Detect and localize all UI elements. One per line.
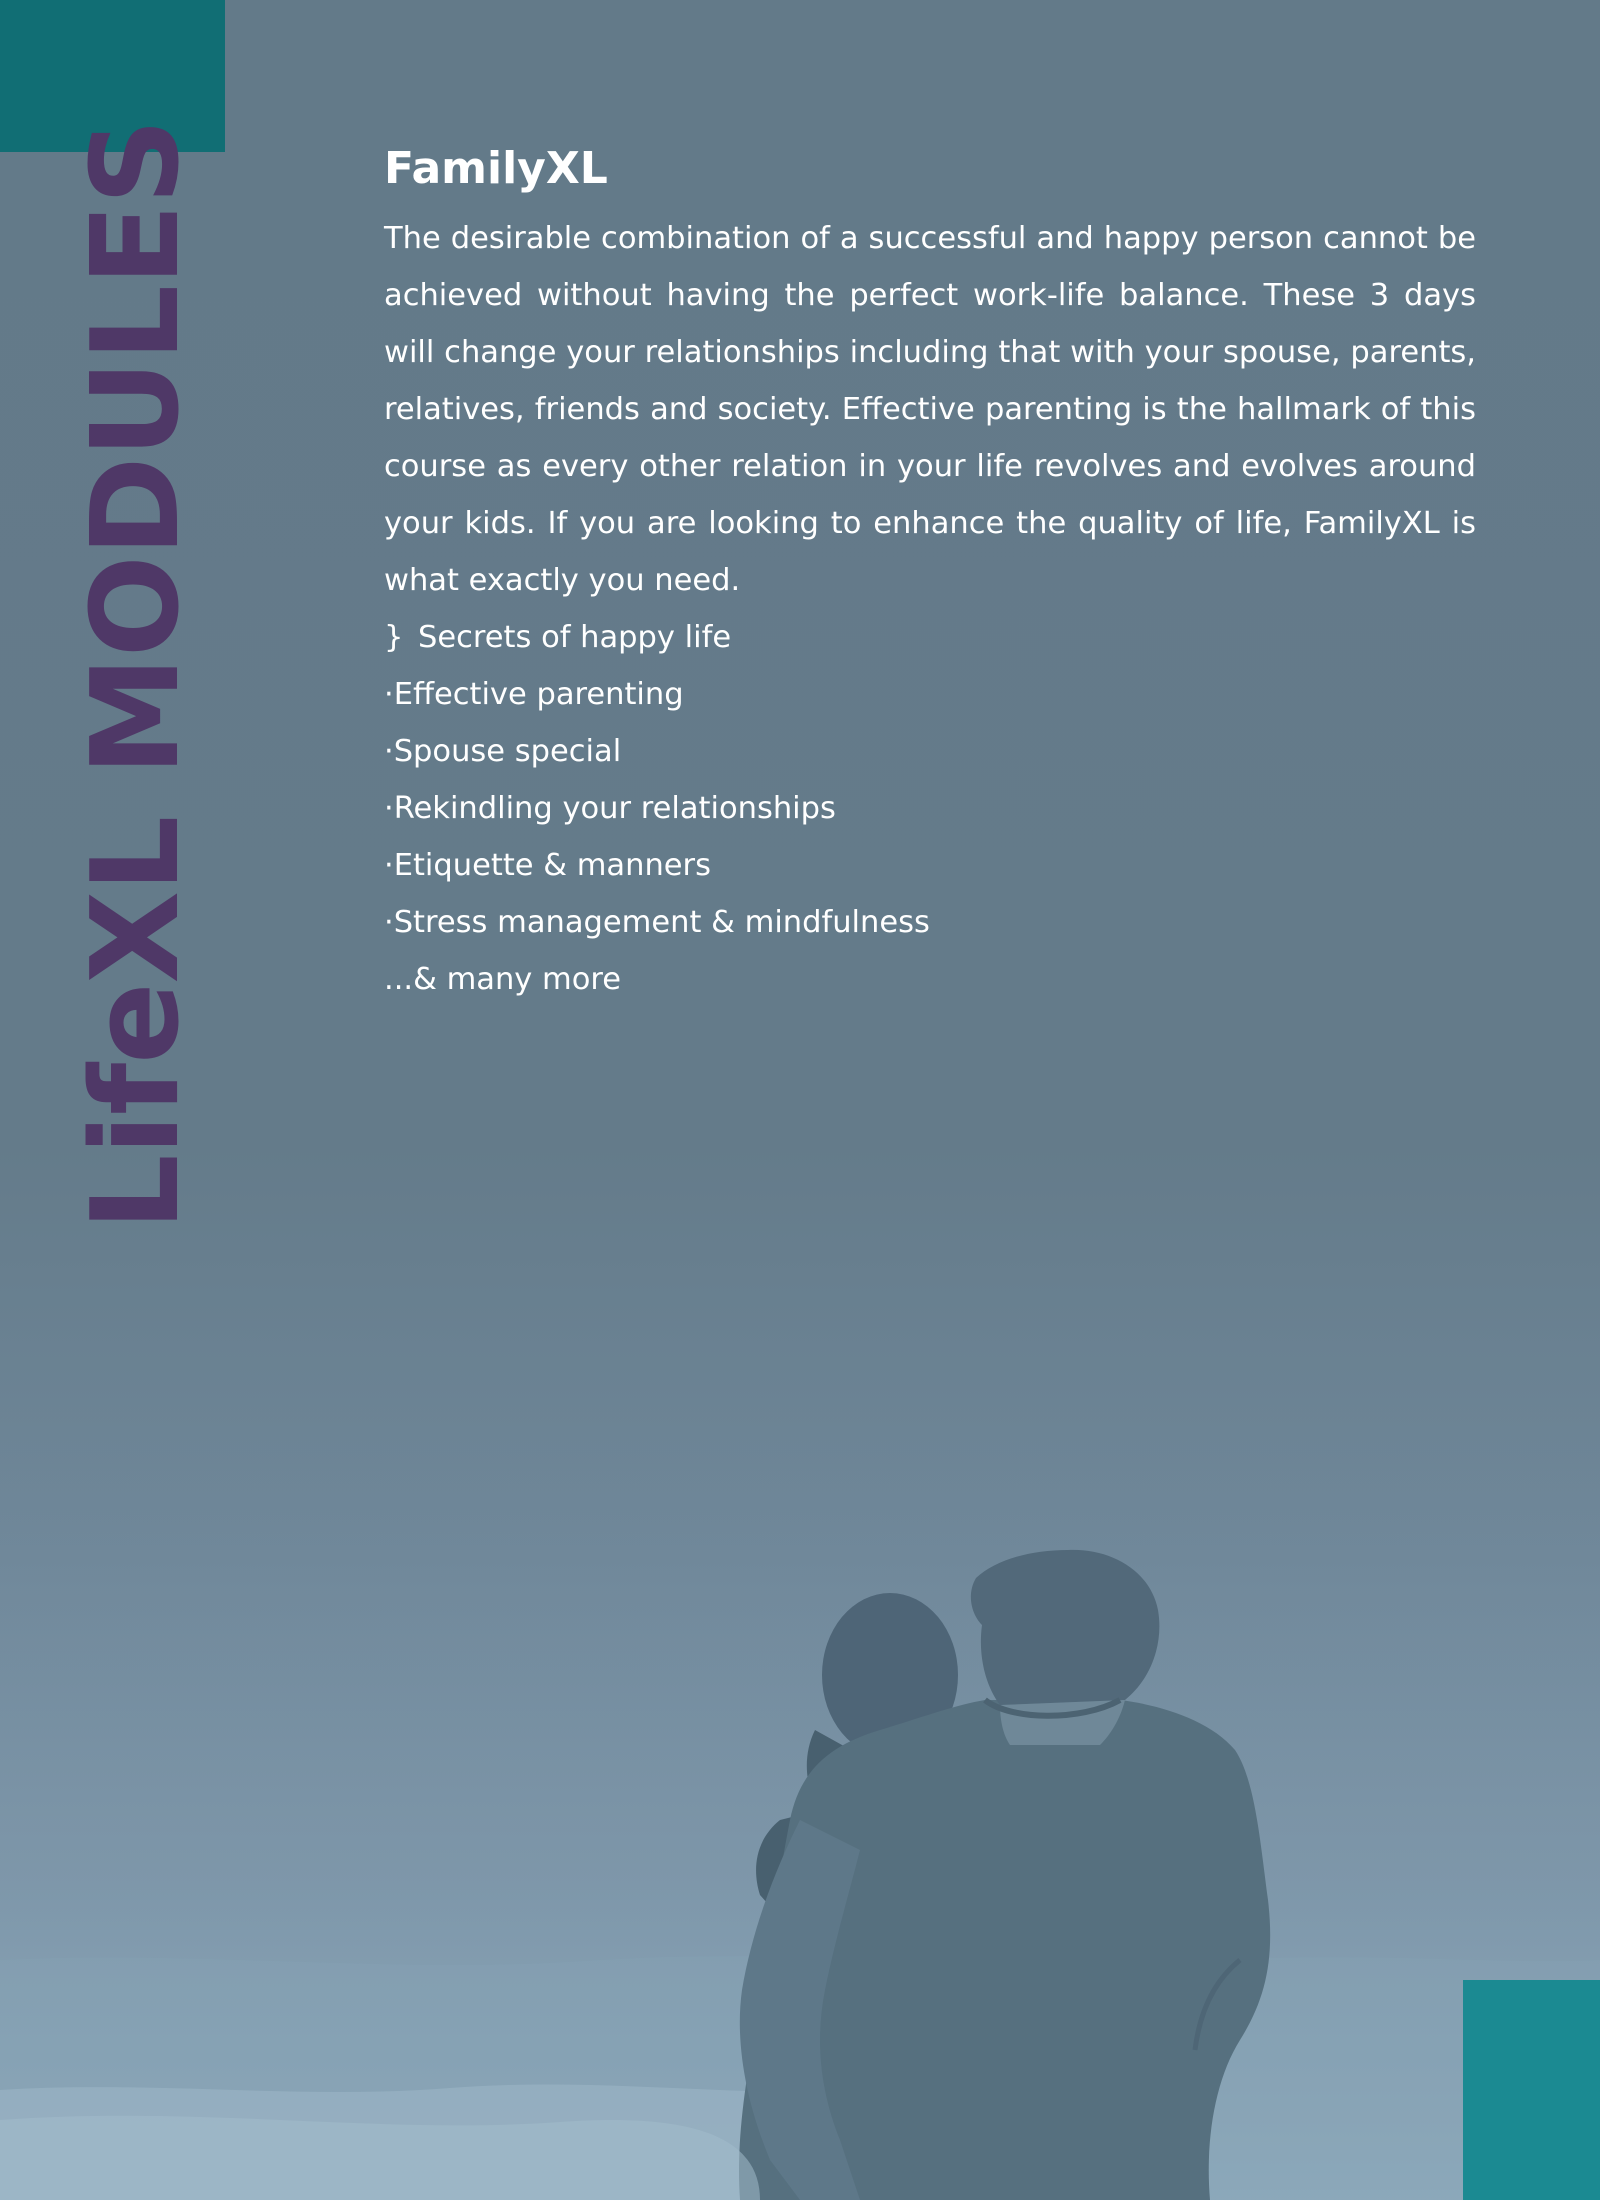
list-item: ·Etiquette & manners	[384, 848, 711, 883]
list-item	[384, 609, 1476, 666]
highlights-list	[384, 609, 1476, 951]
father-child-photo	[0, 1400, 1600, 2200]
module-content	[384, 140, 1476, 1008]
list-item: ·Stress management & mindfulness	[384, 905, 930, 940]
list-item: ·Rekindling your relationships	[384, 791, 836, 826]
list-item: ·Effective parenting	[384, 677, 684, 712]
highlight-text: Secrets of happy life	[418, 620, 732, 655]
side-title: LifeXL MODULES	[67, 119, 206, 1231]
more-text: ...& many more	[384, 962, 622, 997]
teal-corner-block-bottom	[1463, 1980, 1600, 2200]
list-item: ·Spouse special	[384, 734, 622, 769]
module-title: FamilyXL	[384, 143, 608, 194]
module-description: The desirable combination of a successful and happy person cannot be achieved without having the perfect work-life balance. These 3 days will change your relationships including that with your spouse, parents, relatives, friends and society. Effective parenting is the hallmark of this course as every other relation in your life revolves and evolves around your kids. If you are looking to enhance the quality of life, FamilyXL is what exactly you need.	[384, 221, 1476, 598]
brace-marker: }	[384, 620, 404, 655]
